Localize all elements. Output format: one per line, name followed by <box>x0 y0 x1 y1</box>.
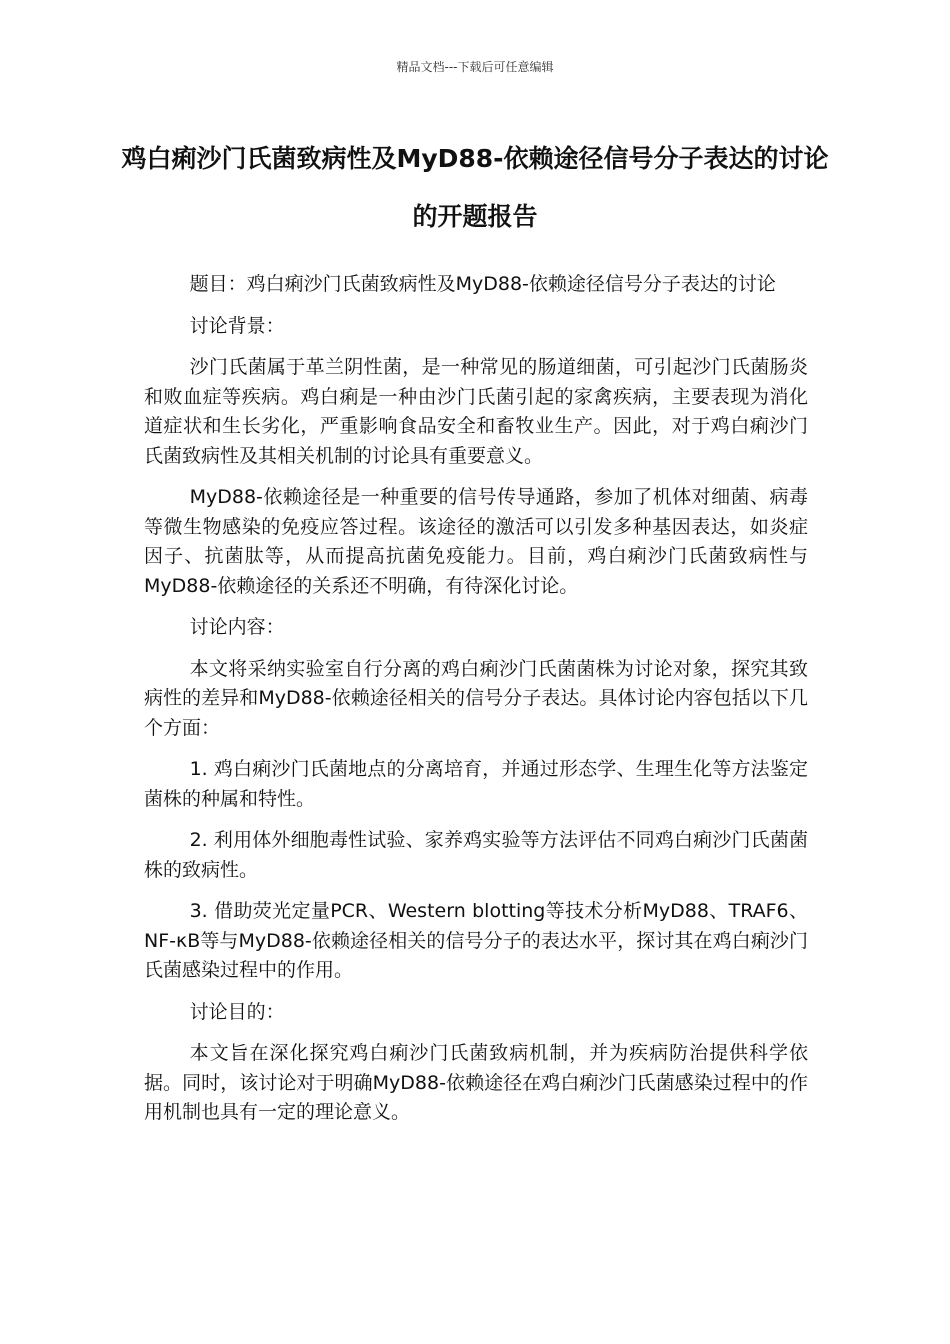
document-title: 鸡白痢沙门氏菌致病性及MyD88-依赖途径信号分子表达的讨论的开题报告 <box>121 144 829 231</box>
list-item-2: 2. 利用体外细胞毒性试验、家养鸡实验等方法评估不同鸡白痢沙门氏菌菌株的致病性。 <box>144 829 808 881</box>
page-header: 精品文档---下载后可任意编辑 <box>396 60 554 74</box>
document-body <box>144 270 808 1140</box>
paragraph-content-intro: 本文将采纳实验室自行分离的鸡白痢沙门氏菌菌株为讨论对象，探究其致病性的差异和MyD88-依赖途径相关的信号分子表达。具体讨论内容包括以下几个方面： <box>144 657 808 739</box>
heading-content: 讨论内容： <box>189 616 285 638</box>
list-item-1: 1. 鸡白痢沙门氏菌地点的分离培育，并通过形态学、生理生化等方法鉴定菌株的种属和特性。 <box>144 758 808 810</box>
paragraph-background-2: MyD88-依赖途径是一种重要的信号传导通路，参加了机体对细菌、病毒等微生物感染的免疫应答过程。该途径的激活可以引发多种基因表达，如炎症因子、抗菌肽等，从而提高抗菌免疫能力。目前，鸡白痢沙门氏菌致病性与MyD88-依赖途径的关系还不明确，有待深化讨论。 <box>144 486 808 597</box>
paragraph-topic: 题目：鸡白痢沙门氏菌致病性及MyD88-依赖途径信号分子表达的讨论 <box>189 273 776 295</box>
paragraph-purpose: 本文旨在深化探究鸡白痢沙门氏菌致病机制，并为疾病防治提供科学依据。同时，该讨论对于明确MyD88-依赖途径在鸡白痢沙门氏菌感染过程中的作用机制也具有一定的理论意义。 <box>144 1042 808 1123</box>
paragraph-background-1: 沙门氏菌属于革兰阴性菌，是一种常见的肠道细菌，可引起沙门氏菌肠炎和败血症等疾病。鸡白痢是一种由沙门氏菌引起的家禽疾病，主要表现为消化道症状和生长劣化，严重影响食品安全和畜牧业生产。因此，对于鸡白痢沙门氏菌致病性及其相关机制的讨论具有重要意义。 <box>144 356 808 467</box>
heading-background: 讨论背景： <box>189 314 285 337</box>
heading-purpose: 讨论目的： <box>189 1000 285 1023</box>
list-item-3: 3. 借助荧光定量PCR、Western blotting等技术分析MyD88、TRAF6、NF-κB等与MyD88-依赖途径相关的信号分子的表达水平，探讨其在鸡白痢沙门氏菌感染过程中的作用。 <box>144 900 808 981</box>
